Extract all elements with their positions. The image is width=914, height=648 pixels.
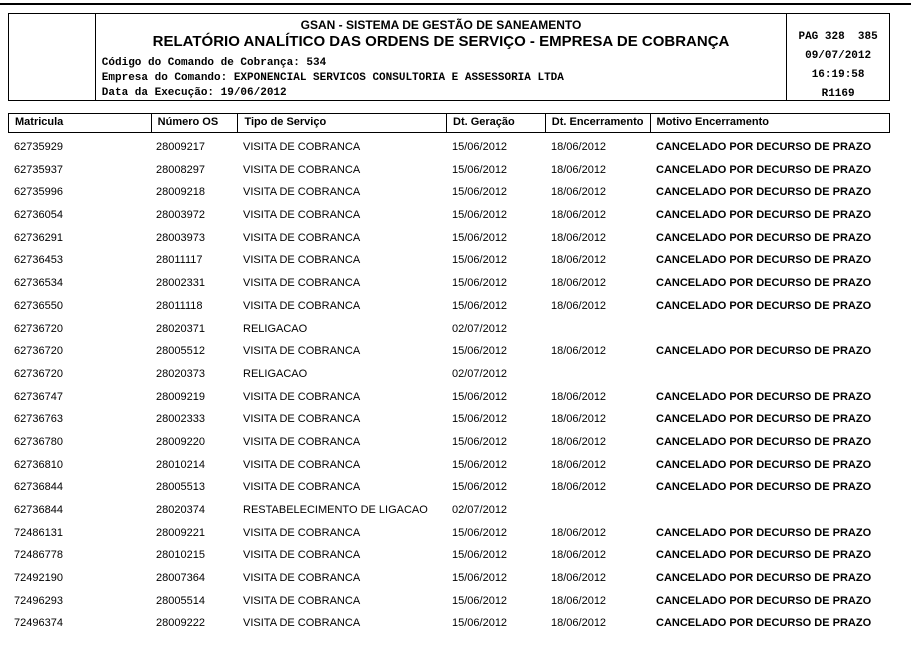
dt-geracao-cell: 15/06/2012 [452, 186, 508, 199]
report-header-main [96, 14, 786, 100]
tipo-servico-cell: VISITA DE COBRANCA [243, 163, 361, 176]
numero-os-cell: 28005514 [156, 594, 205, 607]
dt-geracao-cell: 02/07/2012 [452, 367, 508, 380]
report-info-block [96, 56, 786, 101]
dt-geracao-cell: 15/06/2012 [452, 413, 508, 426]
table-row [8, 203, 890, 226]
tipo-servico-cell: VISITA DE COBRANCA [243, 345, 361, 358]
dt-encerramento-cell: 18/06/2012 [551, 141, 607, 153]
dt-geracao-cell: 15/06/2012 [452, 435, 508, 448]
matricula-cell: 62736844 [14, 504, 63, 516]
dt-encerramento-cell: 18/06/2012 [551, 413, 607, 426]
matricula-cell: 62736720 [14, 345, 63, 358]
dt-encerramento-cell: 18/06/2012 [551, 163, 607, 176]
dt-encerramento-cell: 18/06/2012 [551, 299, 607, 312]
numero-os-cell: 28009218 [156, 186, 205, 199]
motivo-encerramento-cell: CANCELADO POR DECURSO DE PRAZO [656, 163, 872, 176]
table-row [8, 339, 890, 362]
matricula-cell: 62736054 [14, 209, 63, 222]
table-row [8, 180, 890, 203]
report-code: R1169 [821, 88, 855, 100]
matricula-cell: 62736780 [14, 435, 63, 448]
matricula-cell: 62736291 [14, 231, 63, 244]
numero-os-cell: 28020374 [156, 504, 205, 516]
motivo-encerramento-cell: CANCELADO POR DECURSO DE PRAZO [656, 299, 872, 312]
motivo-encerramento-cell: CANCELADO POR DECURSO DE PRAZO [656, 549, 872, 562]
tipo-servico-cell: VISITA DE COBRANCA [243, 299, 361, 312]
tipo-servico-cell: VISITA DE COBRANCA [243, 413, 361, 426]
company-line: Empresa do Comando: EXPONENCIAL SERVICOS CONSULTORIA E ASSESSORIA LTDA [101, 72, 564, 84]
dt-encerramento-cell: 18/06/2012 [551, 594, 607, 607]
matricula-cell: 62736720 [14, 322, 63, 335]
dt-encerramento-cell: 18/06/2012 [551, 526, 607, 539]
numero-os-cell: 28011117 [156, 254, 203, 267]
tipo-servico-cell: VISITA DE COBRANCA [243, 594, 361, 607]
dt-encerramento-cell: 18/06/2012 [551, 549, 607, 562]
table-row [8, 475, 890, 498]
tipo-servico-cell: VISITA DE COBRANCA [243, 231, 361, 244]
motivo-encerramento-cell: CANCELADO POR DECURSO DE PRAZO [656, 481, 872, 494]
dt-geracao-cell: 02/07/2012 [452, 322, 508, 335]
numero-os-cell: 28011118 [156, 299, 203, 312]
motivo-encerramento-cell [650, 362, 890, 385]
matricula-cell: 72486778 [14, 549, 63, 562]
dt-geracao-cell: 15/06/2012 [452, 549, 508, 562]
table-row [8, 589, 890, 612]
tipo-servico-cell: VISITA DE COBRANCA [243, 572, 361, 585]
execution-date-line: Data da Execução: 19/06/2012 [101, 87, 287, 99]
matricula-cell: 62735937 [14, 163, 63, 176]
table-row [8, 611, 890, 634]
tipo-servico-cell: VISITA DE COBRANCA [243, 481, 361, 494]
dt-encerramento-cell: 18/06/2012 [551, 481, 607, 494]
tipo-servico-cell: VISITA DE COBRANCA [243, 617, 361, 630]
motivo-encerramento-cell: CANCELADO POR DECURSO DE PRAZO [656, 572, 872, 585]
matricula-cell: 62736844 [14, 481, 63, 494]
table-row [8, 317, 890, 340]
matricula-cell: 62736534 [14, 277, 63, 290]
page-info-box [786, 14, 889, 100]
table-row [8, 135, 890, 158]
motivo-encerramento-cell [650, 317, 890, 340]
numero-os-cell: 28008297 [156, 163, 205, 176]
numero-os-cell: 28007364 [156, 572, 205, 585]
matricula-cell: 62736453 [14, 254, 63, 267]
motivo-encerramento-cell: CANCELADO POR DECURSO DE PRAZO [656, 141, 872, 153]
motivo-encerramento-cell: CANCELADO POR DECURSO DE PRAZO [656, 526, 872, 539]
motivo-encerramento-cell: CANCELADO POR DECURSO DE PRAZO [656, 390, 872, 403]
motivo-encerramento-cell: CANCELADO POR DECURSO DE PRAZO [656, 231, 872, 244]
dt-encerramento-cell: 18/06/2012 [551, 617, 607, 630]
numero-os-cell: 28003973 [156, 231, 205, 244]
dt-encerramento-cell: 18/06/2012 [551, 231, 607, 244]
dt-geracao-cell: 02/07/2012 [452, 504, 508, 516]
dt-geracao-cell: 15/06/2012 [452, 277, 508, 290]
print-date: 09/07/2012 [805, 50, 872, 62]
col-header-motivo-encerramento: Motivo Encerramento [650, 114, 889, 132]
table-row [8, 407, 890, 430]
dt-geracao-cell: 15/06/2012 [452, 594, 508, 607]
report-header [8, 13, 890, 101]
motivo-encerramento-cell: CANCELADO POR DECURSO DE PRAZO [656, 277, 872, 290]
dt-geracao-cell: 15/06/2012 [452, 254, 508, 267]
motivo-encerramento-cell: CANCELADO POR DECURSO DE PRAZO [656, 186, 872, 199]
numero-os-cell: 28009222 [156, 617, 205, 630]
table-row [8, 248, 890, 271]
dt-encerramento-cell: 18/06/2012 [551, 390, 607, 403]
col-header-numero-os: Número OS [151, 114, 238, 132]
matricula-cell: 62736763 [14, 413, 63, 426]
dt-geracao-cell: 15/06/2012 [452, 458, 508, 471]
table-row [8, 294, 890, 317]
motivo-encerramento-cell: CANCELADO POR DECURSO DE PRAZO [656, 458, 872, 471]
dt-encerramento-cell [545, 317, 650, 340]
dt-geracao-cell: 15/06/2012 [452, 572, 508, 585]
numero-os-cell: 28009219 [156, 390, 205, 403]
matricula-cell: 62735996 [14, 186, 63, 199]
col-header-dt-geracao: Dt. Geração [446, 114, 545, 132]
top-rule [0, 3, 911, 5]
matricula-cell: 72486131 [14, 526, 63, 539]
table-row [8, 521, 890, 544]
numero-os-cell: 28009217 [156, 141, 205, 153]
table-row [8, 566, 890, 589]
dt-encerramento-cell [545, 362, 650, 385]
motivo-encerramento-cell: CANCELADO POR DECURSO DE PRAZO [656, 617, 872, 630]
motivo-encerramento-cell: CANCELADO POR DECURSO DE PRAZO [656, 413, 872, 426]
dt-geracao-cell: 15/06/2012 [452, 481, 508, 494]
tipo-servico-cell: RELIGACAO [243, 367, 308, 380]
dt-geracao-cell: 15/06/2012 [452, 526, 508, 539]
tipo-servico-cell: VISITA DE COBRANCA [243, 435, 361, 448]
matricula-cell: 62736720 [14, 367, 63, 380]
numero-os-cell: 28002331 [156, 277, 205, 290]
page-title: RELATÓRIO ANALÍTICO DAS ORDENS DE SERVIÇO - EMPRESA DE COBRANÇA [152, 33, 730, 50]
dt-geracao-cell: 15/06/2012 [452, 617, 508, 630]
tipo-servico-cell: VISITA DE COBRANCA [243, 390, 361, 403]
table-row [8, 498, 890, 521]
numero-os-cell: 28005513 [156, 481, 205, 494]
dt-geracao-cell: 15/06/2012 [452, 299, 508, 312]
numero-os-cell: 28002333 [156, 413, 205, 426]
logo-placeholder [9, 14, 96, 100]
numero-os-cell: 28009221 [156, 526, 205, 539]
table-row [8, 430, 890, 453]
dt-encerramento-cell: 18/06/2012 [551, 345, 607, 358]
dt-encerramento-cell [545, 498, 650, 521]
table-row [8, 453, 890, 476]
motivo-encerramento-cell [650, 498, 890, 521]
dt-encerramento-cell: 18/06/2012 [551, 572, 607, 585]
tipo-servico-cell: VISITA DE COBRANCA [243, 186, 361, 199]
numero-os-cell: 28003972 [156, 209, 205, 222]
dt-encerramento-cell: 18/06/2012 [551, 277, 607, 290]
table-row [8, 385, 890, 408]
tipo-servico-cell: VISITA DE COBRANCA [243, 549, 361, 562]
dt-geracao-cell: 15/06/2012 [452, 163, 508, 176]
matricula-cell: 62736810 [14, 458, 63, 471]
matricula-cell: 72492190 [14, 572, 63, 585]
tipo-servico-cell: VISITA DE COBRANCA [243, 458, 361, 471]
dt-encerramento-cell: 18/06/2012 [551, 209, 607, 222]
dt-geracao-cell: 15/06/2012 [452, 390, 508, 403]
numero-os-cell: 28005512 [156, 345, 205, 358]
command-code-line: Código do Comando de Cobrança: 534 [101, 57, 327, 69]
motivo-encerramento-cell: CANCELADO POR DECURSO DE PRAZO [656, 594, 872, 607]
dt-geracao-cell: 15/06/2012 [452, 209, 508, 222]
print-time: 16:19:58 [811, 69, 865, 81]
col-header-dt-encerramento: Dt. Encerramento [545, 114, 650, 132]
tipo-servico-cell: RESTABELECIMENTO DE LIGACAO [243, 504, 428, 516]
table-row [8, 226, 890, 249]
numero-os-cell: 28009220 [156, 435, 205, 448]
table-header-row [8, 113, 890, 133]
dt-encerramento-cell: 18/06/2012 [551, 458, 607, 471]
numero-os-cell: 28010214 [156, 458, 205, 471]
tipo-servico-cell: RELIGACAO [243, 322, 308, 335]
motivo-encerramento-cell: CANCELADO POR DECURSO DE PRAZO [656, 345, 872, 358]
table-row [8, 362, 890, 385]
dt-encerramento-cell: 18/06/2012 [551, 186, 607, 199]
matricula-cell: 72496374 [14, 617, 63, 630]
tipo-servico-cell: VISITA DE COBRANCA [243, 254, 361, 267]
table-row [8, 543, 890, 566]
numero-os-cell: 28020373 [156, 367, 205, 380]
motivo-encerramento-cell: CANCELADO POR DECURSO DE PRAZO [656, 209, 872, 222]
tipo-servico-cell: VISITA DE COBRANCA [243, 277, 361, 290]
tipo-servico-cell: VISITA DE COBRANCA [243, 526, 361, 539]
motivo-encerramento-cell: CANCELADO POR DECURSO DE PRAZO [656, 435, 872, 448]
table-row [8, 158, 890, 181]
dt-encerramento-cell: 18/06/2012 [551, 254, 607, 267]
report-system-title: GSAN - SISTEMA DE GESTÃO DE SANEAMENTO [300, 18, 582, 32]
numero-os-cell: 28010215 [156, 549, 205, 562]
dt-encerramento-cell: 18/06/2012 [551, 435, 607, 448]
table-body [8, 135, 890, 634]
tipo-servico-cell: VISITA DE COBRANCA [243, 141, 361, 153]
dt-geracao-cell: 15/06/2012 [452, 141, 508, 153]
table-row [8, 271, 890, 294]
matricula-cell: 72496293 [14, 594, 63, 607]
matricula-cell: 62736747 [14, 390, 63, 403]
motivo-encerramento-cell: CANCELADO POR DECURSO DE PRAZO [656, 254, 872, 267]
col-header-tipo-servico: Tipo de Serviço [237, 114, 446, 132]
numero-os-cell: 28020371 [156, 322, 205, 335]
dt-geracao-cell: 15/06/2012 [452, 231, 508, 244]
tipo-servico-cell: VISITA DE COBRANCA [243, 209, 361, 222]
page-number: PAG 328 385 [798, 31, 878, 43]
dt-geracao-cell: 15/06/2012 [452, 345, 508, 358]
col-header-matricula: Matricula [15, 116, 64, 128]
matricula-cell: 62736550 [14, 299, 63, 312]
matricula-cell: 62735929 [14, 141, 63, 153]
